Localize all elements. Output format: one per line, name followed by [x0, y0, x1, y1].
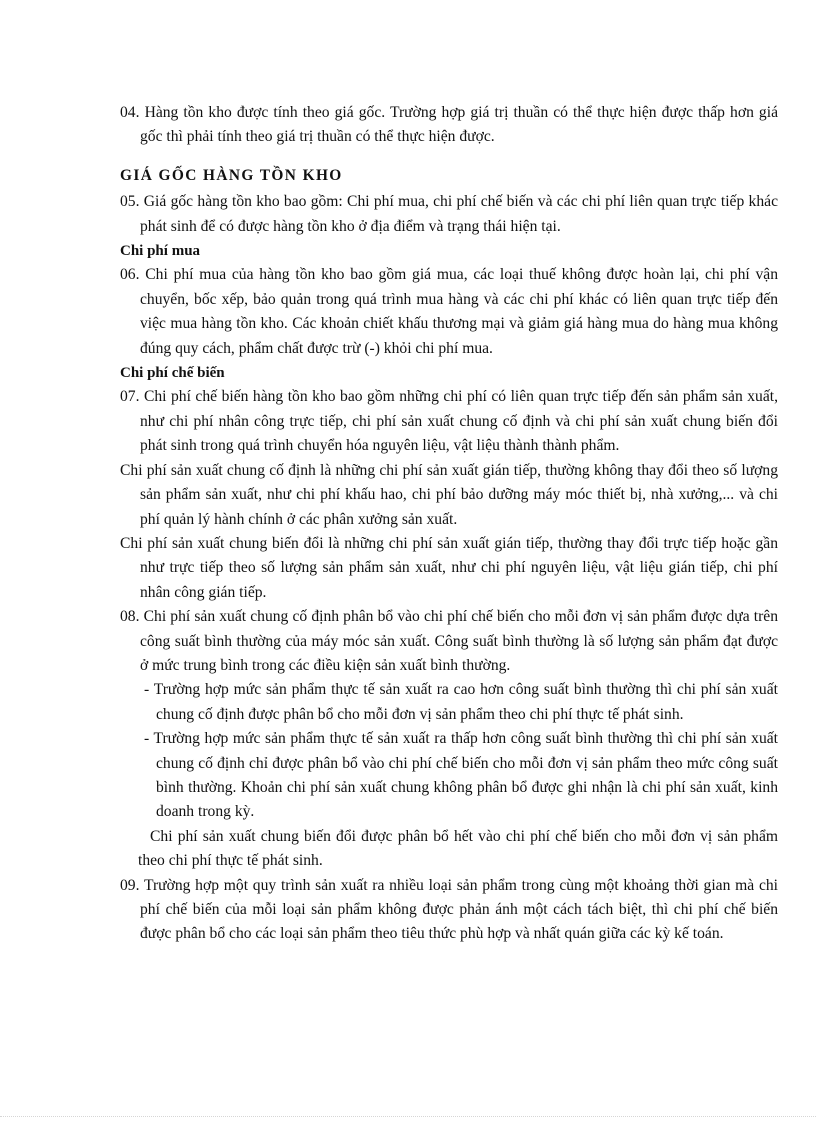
paragraph-07-bien-doi: Chi phí sản xuất chung biến đổi là những chi phí sản xuất gián tiếp, thường thay đổi trực tiếp hoặc gần như trực tiếp theo số lượng sản phẩm sản xuất, như chi phí nguyên liệu, vật liệu gián tiếp, chi phí nhân công gián tiếp. [120, 534, 778, 601]
paragraph-05: 05. Giá gốc hàng tồn kho bao gồm: Chi phí mua, chi phí chế biến và các chi phí liên quan trực tiếp khác phát sinh để có được hàng tồn kho ở địa điểm và trạng thái hiện tại. [120, 193, 778, 235]
paragraph-08-bullet-1: - Trường hợp mức sản phẩm thực tế sản xuất ra cao hơn công suất bình thường thì chi phí sản xuất chung cố định được phân bổ cho mỗi đơn vị sản phẩm theo chi phí thực tế phát sinh. [144, 681, 778, 723]
paragraph-06: 06. Chi phí mua của hàng tồn kho bao gồm giá mua, các loại thuế không được hoàn lại, chi phí vận chuyển, bốc xếp, bảo quản trong quá trình mua hàng và các chi phí khác có liên quan trực tiếp đến việc mua hàng tồn kho. Các khoản chiết khấu thương mại và giảm giá hàng mua do hàng mua không đúng quy cách, phẩm chất được trừ (-) khỏi chi phí mua. [120, 266, 778, 357]
paragraph-07-co-dinh: Chi phí sản xuất chung cố định là những chi phí sản xuất gián tiếp, thường không thay đổi theo số lượng sản phẩm sản xuất, như chi phí khấu hao, chi phí bảo dưỡng máy móc thiết bị, nhà xưởng,... và chi phí quản lý hành chính ở các phân xưởng sản xuất. [120, 461, 778, 528]
paragraph-08-bullet-2: - Trường hợp mức sản phẩm thực tế sản xuất ra thấp hơn công suất bình thường thì chi phí sản xuất chung cố định chỉ được phân bổ vào chi phí chế biến cho mỗi đơn vị sản phẩm theo mức công suất bình thường. Khoản chi phí sản xuất chung không phân bổ được ghi nhận là chi phí sản xuất, kinh doanh trong kỳ. [144, 730, 778, 821]
page-bottom-divider [0, 1116, 816, 1117]
section-heading-gia-goc-hang-ton-kho: GIÁ GỐC HÀNG TỒN KHO [120, 166, 343, 184]
subheading-chi-phi-mua: Chi phí mua [120, 243, 201, 260]
paragraph-08-bien-doi: Chi phí sản xuất chung biến đổi được phân bổ hết vào chi phí chế biến cho mỗi đơn vị sản phẩm theo chi phí thực tế phát sinh. [138, 827, 778, 870]
paragraph-04: 04. Hàng tồn kho được tính theo giá gốc. Trường hợp giá trị thuần có thể thực hiện được thấp hơn giá gốc thì phải tính theo giá trị thuần có thể thực hiện được. [120, 104, 778, 146]
paragraph-09: 09. Trường hợp một quy trình sản xuất ra nhiều loại sản phẩm trong cùng một khoảng thời gian mà chi phí chế biến của mỗi loại sản phẩm không được phản ánh một cách tách biệt, thì chi phí chế biến được phân bổ cho các loại sản phẩm theo tiêu thức phù hợp và nhất quán giữa các kỳ kế toán. [120, 876, 778, 943]
paragraph-07: 07. Chi phí chế biến hàng tồn kho bao gồm những chi phí có liên quan trực tiếp đến sản phẩm sản xuất, như chi phí nhân công trực tiếp, chi phí sản xuất chung cố định và chi phí sản xuất chung biến đổi phát sinh trong quá trình chuyển hóa nguyên liệu, vật liệu thành thành phẩm. [120, 388, 778, 455]
paragraph-08: 08. Chi phí sản xuất chung cố định phân bổ vào chi phí chế biến cho mỗi đơn vị sản phẩm được dựa trên công suất bình thường của máy móc sản xuất. Công suất bình thường là số lượng sản phẩm đạt được ở mức trung bình trong các điều kiện sản xuất bình thường. [120, 608, 778, 674]
subheading-chi-phi-che-bien: Chi phí chế biến [120, 365, 225, 382]
